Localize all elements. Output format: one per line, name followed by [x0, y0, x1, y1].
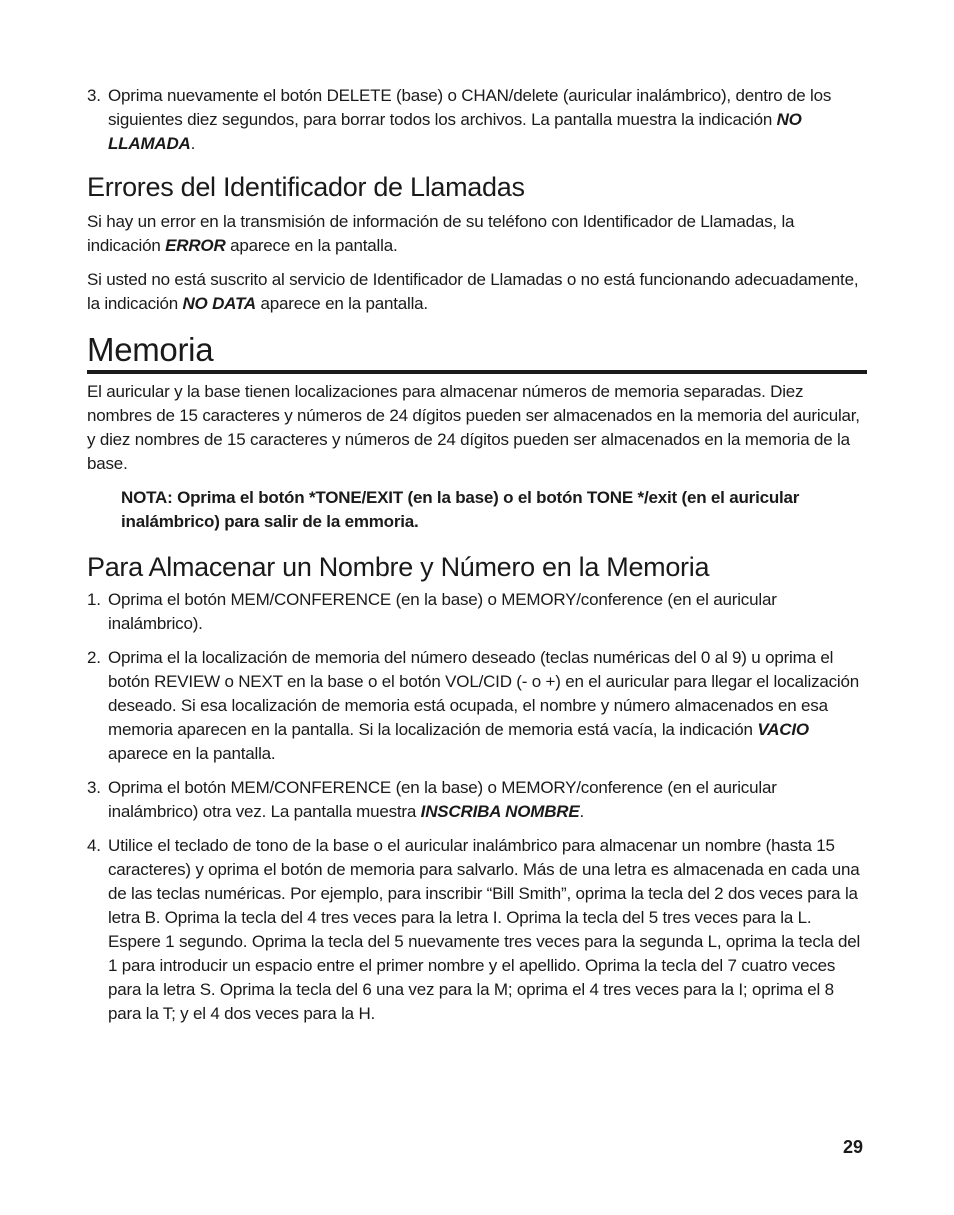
display-indication: ERROR	[165, 236, 226, 255]
text-segment: .	[190, 134, 196, 153]
list-item-text	[108, 776, 867, 824]
text-segment: Utilice el teclado de tono de la base o el auricular inalámbrico para almacenar un nombre (hasta 15 caracteres) y oprima el botón de memoria para salvarlo. Más de una letra es almacenada en cada una de las teclas numéricas. Por ejemplo, para inscribir “Bill Smith”, oprima la tecla del 2 dos veces para la letra B. Oprima la tecla del 4 tres veces para la letra I. Oprima la tecla del 5 tres veces para la L. Espere 1 segundo. Oprima la tecla del 5 nuevamente tres veces para la segunda L, oprima la tecla del 1 para introducir un espacio entre el primer nombre y el apellido. Oprima la tecla del 7 cuatro veces para la letra S. Oprima la tecla del 6 una vez para la M; oprima el 4 tres veces para la I; oprima el 8 para la T; y el 4 dos veces para la H.	[108, 836, 861, 1023]
list-item	[87, 588, 867, 636]
document-page	[87, 84, 867, 1036]
list-item-number: 1.	[87, 590, 101, 609]
list-item-text	[108, 588, 867, 636]
text-segment: aparece en la pantalla.	[225, 236, 398, 255]
section-heading-memory: Memoria	[87, 331, 214, 368]
list-item-text	[108, 84, 867, 156]
list-item-text	[108, 834, 867, 1026]
heading-rule	[87, 370, 867, 374]
list-item	[87, 84, 867, 156]
text-segment: Oprima el la localización de memoria del número deseado (teclas numéricas del 0 al 9) u oprima el botón REVIEW o NEXT en la base o el botón VOL/CID (- o +) en el auricular para llegar el localización deseado. Si esa localización de memoria está ocupada, el nombre y número almacenados en esa memoria aparecen en la pantalla. Si la localización de memoria está vacía, la indicación	[108, 648, 860, 739]
display-indication: NO DATA	[182, 294, 256, 313]
text-segment: Oprima el botón MEM/CONFERENCE (en la base) o MEMORY/conference (en el auricular inalámbrico).	[108, 590, 777, 633]
note: NOTA: Oprima el botón *TONE/EXIT (en la base) o el botón TONE */exit (en el auricular inalámbrico) para salir de la emmoria.	[121, 488, 800, 531]
text-segment: aparece en la pantalla.	[256, 294, 428, 313]
display-indication: VACIO	[757, 720, 809, 739]
section-heading-store: Para Almacenar un Nombre y Número en la Memoria	[87, 552, 710, 582]
text-segment: Si hay un error en la transmisión de información de su teléfono con Identificador de Llamadas, la indicación	[87, 212, 795, 255]
display-indication: INSCRIBA NOMBRE	[420, 802, 580, 821]
list-item-number: 3.	[87, 86, 101, 105]
page-number: 29	[843, 1137, 864, 1157]
text-segment: Oprima nuevamente el botón DELETE (base) o CHAN/delete (auricular inalámbrico), dentro de los siguientes diez segundos, para borrar todos los archivos. La pantalla muestra la indicación	[108, 86, 832, 129]
steps-list	[87, 588, 867, 1026]
list-item-number: 3.	[87, 778, 101, 797]
display-indication: NO LLAMADA	[108, 110, 802, 153]
text-segment: aparece en la pantalla.	[108, 744, 276, 763]
section-heading-errors: Errores del Identificador de Llamadas	[87, 172, 525, 202]
list-item	[87, 646, 867, 766]
paragraph	[87, 268, 867, 316]
paragraph	[87, 210, 867, 258]
list-item	[87, 776, 867, 824]
text-segment: Si usted no está suscrito al servicio de Identificador de Llamadas o no está funcionando adecuadamente, la indicación	[87, 270, 859, 313]
list-item-number: 4.	[87, 836, 101, 855]
list-item	[87, 834, 867, 1026]
text-segment: .	[579, 802, 585, 821]
paragraph: El auricular y la base tienen localizaciones para almacenar números de memoria separadas. Diez nombres de 15 caracteres y números de 24 dígitos pueden ser almacenados en la memoria del auricular, y diez nombres de 15 caracteres y números de 24 dígitos pueden ser almacenados en la memoria de la base.	[87, 382, 860, 473]
list-item-text	[108, 646, 867, 766]
text-segment: Oprima el botón MEM/CONFERENCE (en la base) o MEMORY/conference (en el auricular inalámbrico) otra vez. La pantalla muestra	[108, 778, 777, 821]
list-item-number: 2.	[87, 648, 101, 667]
